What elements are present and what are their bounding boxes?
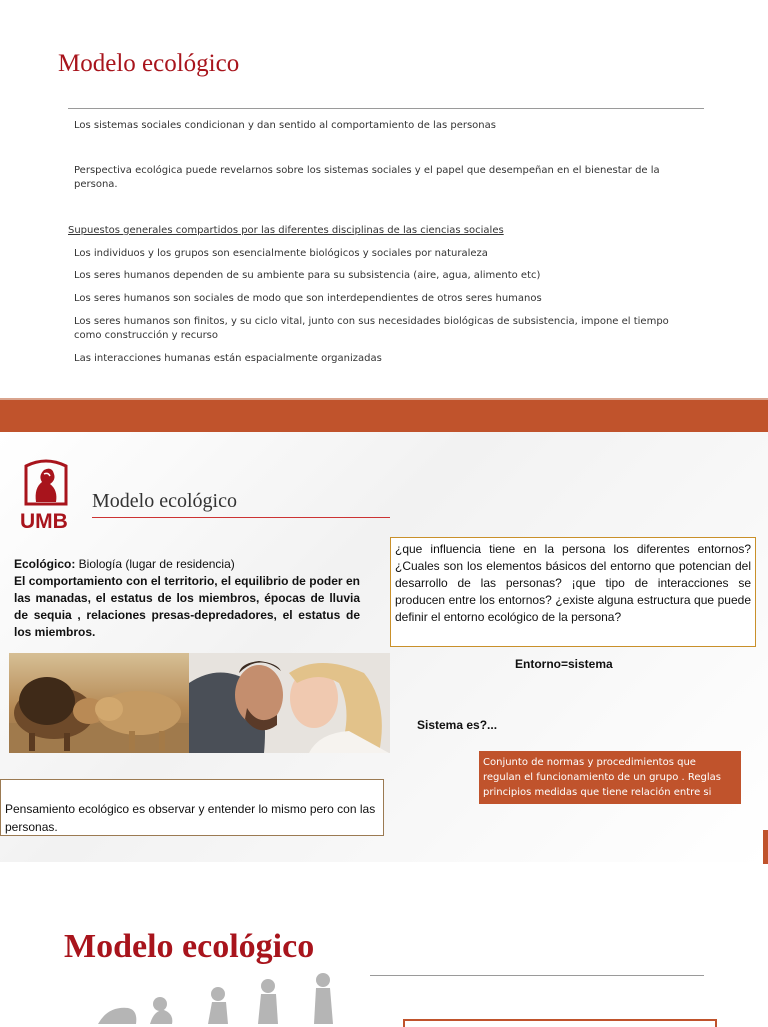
ecologico-def: Biología (lugar de residencia) [75, 557, 235, 571]
slide1-list-item-continuation: como construcción y recurso [74, 330, 219, 341]
slide2-title: Modelo ecológico [92, 490, 237, 512]
slide1-paragraph-2-line-1: Perspectiva ecológica puede revelarnos sobre los sistemas sociales y el papel que desempeñan en el bienestar de la [74, 165, 660, 176]
slide1-subheading: Supuestos generales compartidos por las diferentes disciplinas de las ciencias sociales [68, 225, 504, 236]
slide1-list-item: Los individuos y los grupos son esencialmente biológicos y sociales por naturaleza [74, 248, 488, 259]
slide3-content-box [403, 1019, 717, 1027]
couple-photo [189, 653, 390, 753]
ecologico-definition [14, 556, 360, 641]
umb-logo-text: UMB [20, 510, 68, 533]
slide1-list-item: Las interacciones humanas están espacialmente organizadas [74, 353, 382, 364]
entorno-label: Entorno=sistema [515, 657, 613, 671]
slide1-divider [68, 108, 704, 109]
evolution-silhouettes-icon [88, 966, 388, 1024]
pensamiento-text: Pensamiento ecológico es observar y entender lo mismo pero con las personas. [5, 802, 376, 834]
slide1-list-item: Los seres humanos son finitos, y su ciclo vital, junto con sus necesidades biológicas de subsistencia, impone el tiempo [74, 316, 669, 327]
umb-logo-icon [22, 458, 70, 508]
slide1-paragraph-2-line-2: persona. [74, 179, 118, 190]
lions-photo [9, 653, 189, 753]
slide3-title: Modelo ecológico [64, 928, 315, 965]
ecologico-label: Ecológico: [14, 557, 76, 571]
slide3-divider [370, 975, 704, 976]
slide1-paragraph-1: Los sistemas sociales condicionan y dan sentido al comportamiento de las personas [74, 120, 496, 131]
slide1-title: Modelo ecológico [58, 50, 240, 77]
pensamiento-box [0, 779, 384, 836]
questions-text: ¿que influencia tiene en la persona los diferentes entornos? ¿Cuales son los elementos básicos del entorno que potencian del desarrollo de las personas? ¡que tipo de interacciones se producen entre los entornos? ¿existe alguna estructura que puede definir el entorno ecológico de la persona? [395, 542, 751, 624]
slide1-list-item: Los seres humanos son sociales de modo que son interdependientes de otros seres humanos [74, 293, 542, 304]
sistema-label: Sistema es?... [417, 718, 498, 732]
conjunto-text: Conjunto de normas y procedimientos que regulan el funcionamiento de un grupo . Reglas principios medidas que tiene relación entre si [483, 757, 721, 798]
slide1-list-item: Los seres humanos dependen de su ambiente para su subsistencia (aire, agua, alimento etc) [74, 270, 541, 281]
ecologico-body: El comportamiento con el territorio, el equilibrio de poder en las manadas, el estatus de los miembros, épocas de lluvia de sequia , relaciones presas-depredadores, el estatus de los miembros. [14, 574, 360, 639]
slide2-edge-accent [763, 830, 768, 864]
conjunto-definition-box [479, 751, 741, 804]
slide-separator-band [0, 400, 768, 432]
questions-box [390, 537, 756, 647]
slide2-title-underline [92, 517, 390, 518]
